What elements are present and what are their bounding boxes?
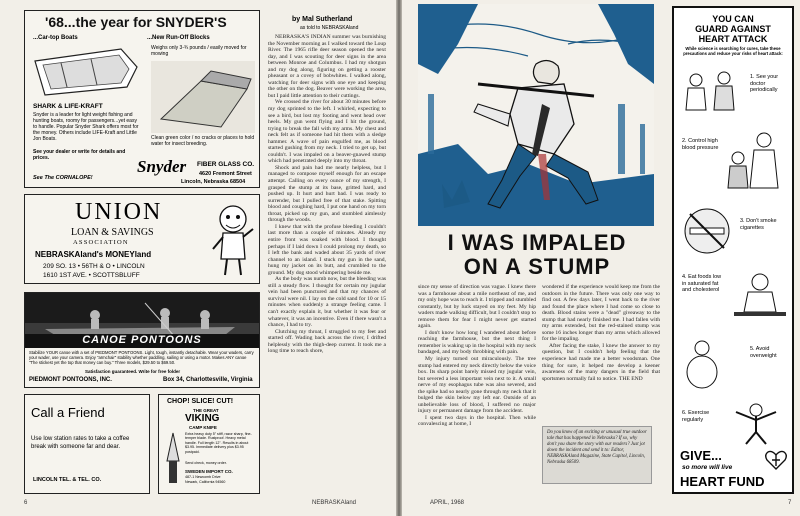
heart-step-4 [674, 264, 792, 330]
article-column-2 [418, 284, 536, 496]
article-paragraph: NEBRASKA'S INDIAN summer was burnishing the November morning as I walked toward the Loup River. The 1965 rifle deer season opened the next day, and I was scouting for deer signs in the area between Monroe and Columbus. I had my shotgun and my dog along, figuring on getting a rooster pheasant or a covey of bobwhites. I walked along, watching for deer signs with one eye and keeping the other on the dog. Beaver were working the area, but I paid little attention to their cuttings. [268, 34, 386, 99]
page-number-right: 7 [788, 500, 792, 506]
eating-illustration [730, 268, 788, 326]
union-loan-ad [24, 194, 260, 284]
viking-great: THE GREAT [193, 408, 219, 413]
article-title-line1: I WAS IMPALED [447, 230, 627, 255]
dealer-text: See your dealer or write for details and prices. [33, 149, 126, 161]
blocks-caption: ...New Run-Off Blocks [147, 35, 210, 41]
heart-step-3 [674, 200, 792, 260]
heart-intro: While science is searching for cures, take these precautions and reduce your risks of heart attack: [683, 46, 783, 56]
heart-step-text: 6. Exercise regularly [682, 410, 710, 423]
article-column-3 [542, 284, 660, 422]
viking-company: SWEDEN IMPORT CO. [185, 469, 233, 474]
runoff-block-illustration [151, 61, 255, 133]
snyder-address: 4620 Fremont Street [199, 171, 252, 177]
boats-caption: ...Car-top Boats [33, 35, 78, 41]
heart-head3: HEART ATTACK [698, 34, 768, 44]
article-paragraph: We crossed the river for about 30 minutes before my dog sprinted to the left. I whirled, expecting to see a bird, but lost my footing and went head over heels. My gun went flying and I hit the ground, trying to break the fall with my arms. My chest and neck felt as if someone had hit them with a sledge hammer. A wave of pain engulfed me, as blood started gushing from my neck. I tried to get up, but couldn't. I was impaled on a beaver-gnawed stump which had penetrated deeply into my throat. [268, 99, 386, 165]
blocks-text: Weighs only 3-¾ pounds / easily moved for mowing [151, 45, 247, 57]
article-title-line2: ON A STUMP [463, 254, 611, 279]
viking-send: Send check, money order. [185, 461, 227, 465]
snyder-ad [24, 10, 260, 188]
left-page [0, 0, 396, 516]
union-tagline: NEBRASKAland's MONEYland [35, 250, 152, 259]
knife-illustration [163, 431, 183, 487]
union-addr2: 1610 1ST AVE. • SCOTTSBLUFF [43, 272, 140, 279]
article-paragraph: Clutching my throat, I struggled to my feet and started off. Wading back across the river, I drifted helplessly with the thigh-deep current. It took me a long time to reach shore, [268, 328, 386, 355]
blocks-note: Clean green color / no cracks or places to hold water for insect breeding. [151, 135, 255, 147]
union-name: UNION [75, 199, 163, 225]
heart-step-text: 3. Don't smoke cigarettes [740, 218, 777, 231]
cornalope-text: See The CORNALOPE! [33, 175, 93, 181]
heart-more: so more will live [682, 464, 733, 471]
article-paragraph: As the body was numb now, but the bleeding was still a steady flow. I thought for certain my jugular vein had been punctured and that my chances of survival were nil. I lay on the cold sand for 10 or 15 minutes when suddenly a strange feeling came. I can't exactly explain it, but whether it was fear or whatever, it was an incentive. Even if there wasn't a chance, I had to try. [268, 276, 386, 329]
editor-note-box: Do you know of an exciting or unusual true outdoor tale that has happened in Nebraska? If so, why don't you share the story with our readers? Just jot down the incident and send it to: Editor, NEBRASKAland Magazine, State Capitol, Lincoln, Nebraska 68509. [542, 426, 652, 484]
call-text: Use low station rates to take a coffee break with someone far and dear. [31, 436, 130, 450]
article-paragraph: I knew that with the profuse bleeding I couldn't last more than a couple of minutes. Already my entire front was soaked with blood. I thought perhaps if I laid down I could prolong my death, so I left the bank and waded about 35 yards of river channel to an island. I stuck my gun in the sand, hung my jacket on its butt, and crumbled to the ground. My dog stood whimpering beside me. [268, 223, 386, 276]
snyder-city: Lincoln, Nebraska 68504 [181, 179, 246, 185]
snyder-headline: '68...the year for SNYDER'S [45, 14, 227, 30]
viking-sub: CAMP KNIFE [189, 425, 217, 430]
canoe-pontoons-ad [24, 292, 260, 388]
heart-head1: YOU CAN [712, 14, 754, 24]
article-paragraph: My injury turned out miraculously. The tree stump had entered my neck directly below the voice box. Its sharp point barely missed my jugular vein, but severed a less important vein next to it. A small nerve of my esophagus tube was also severed, and the spike had so nearly gone through my neck that it bulged the skin below my left ear. Outside of an unbelievable loss of blood, I suffered no major injury or permanent damage from the accident. [418, 356, 536, 415]
heart-step-text: 5. Avoid overweight [750, 346, 777, 359]
viking-chop: CHOP! SLICE! CUT! [167, 398, 234, 405]
canoe-guarantee: Satisfaction guaranteed. Write for free folder [85, 369, 181, 374]
canoe-company: PIEDMONT PONTOONS, INC. [29, 377, 112, 383]
viking-knife-ad [158, 394, 260, 494]
heart-step-5 [674, 334, 792, 396]
article-paragraph: wondered if the experience would keep me from the outdoors in the future. There was only one way to find out. A few days later, I went back to the river and found the place where I had come so close to death. Blood stains were a "dead" giveaway to the stump that had nearly finished me. I had fallen with my arms extended, but the red-stained stump was some 16 inches longer than my arms which allowed for the impaling. [542, 284, 660, 343]
heart-step-text: 1. See your doctor periodically [750, 74, 779, 93]
heart-step-2 [674, 124, 792, 196]
article-paragraph: Shock and pain had me nearly helpless, but I managed to compose myself enough for an escape attempt. Calling on every ounce of my strength, I grasped the stump at its base, gritted hard, and pushed up. It hurt and hurt bad. I was ready to surrender, but I pulled free of that stake. Spitting blood and coughing hard, I put one hand on my torn throat, picked up my gun, and stumbled aimlessly through the woods. [268, 164, 386, 224]
call-a-friend-ad [24, 394, 150, 494]
hunter-illustration [418, 4, 654, 226]
overweight-illustration [682, 338, 722, 394]
as-told-to: as told to NEBRASKAland [300, 25, 359, 31]
page-number-left: 6 [24, 500, 28, 506]
heart-fund: HEART FUND [680, 474, 765, 489]
article-paragraph: I spent two days in the hospital. Then while convalescing at home, I [418, 414, 536, 428]
heart-head2: GUARD AGAINST [695, 24, 771, 34]
union-addr1: 209 SO. 13 • 56TH & O • LINCOLN [43, 263, 145, 270]
heart-step-text: 4. Eat foods low in saturated fat and cholesterol [682, 274, 722, 293]
snyder-company: FIBER GLASS CO. [197, 161, 255, 168]
canoe-text: Stabilize YOUR canoe with a set of PIEDMONT PONTOONS. Light, tough, instantly detachable. Wear your waders, carry your wader, use your camera. Enjoy "armchair" stability whether paddling, sailing or using a motor. Makes ANY canoe "The stickest yet the top that money can buy." Three models, $29.50 to $69.50. [29, 350, 254, 365]
viking-text: Extra heavy duty 5" stiff, razor sharp, fine-temper blade. Rustproof. Heavy metal handle. Full length 12". Results in about $3.95. Immediate delivery plus $3.95 postpaid. [185, 432, 252, 454]
article-column-1 [268, 34, 386, 496]
viking-city: Newark, California 94560 [185, 480, 226, 484]
heart-step-6 [674, 398, 792, 448]
viking-address: 487-1 Newcomb Drive [185, 475, 221, 479]
heart-fund-ad [672, 6, 794, 494]
article-paragraph: since my sense of direction was vague. I knew there was a farmhouse about a mile northeast of me, and my only hope was to reach it. I tripped and stumbled constantly, but by luck stayed on my feet. My hip waders made walking difficult, but I couldn't stop to remove them for fear I might never get started again. [418, 284, 536, 330]
canoe-box: Box 34, Charlottesville, Virginia [163, 377, 253, 383]
heart-step-text: 2. Control high blood pressure [682, 138, 719, 151]
right-page [402, 0, 800, 516]
heart-step-1 [674, 62, 792, 120]
mascot-illustration [211, 201, 255, 279]
cigarette-illustration [682, 206, 732, 256]
article-paragraph: After facing the stake, I knew the answer to my question, but I couldn't help feeling that the experience had made me a better woodsman. One thing for sure, it helped me develop a keener awareness of the many dangers in the field that sportsmen normally fail to notice. THE END [542, 342, 660, 382]
article-paragraph: I don't know how long I wandered about before reaching the farmhouse, but the next thing I remember is waking up in the hospital with my neck bandaged, and my body throbbing with pain. [418, 329, 536, 356]
viking-name: VIKING [185, 413, 220, 424]
shark-text: Snyder is a leader for light weight fishing and hunting boats, roomy for passengers...yet easy to handle. Popular Snyder Shark offers most for the money. Others include LIFE-Kraft and Little Jon Boats. [33, 112, 139, 142]
byline: by Mal Sutherland [292, 16, 353, 23]
blood-pressure-illustration [724, 128, 788, 194]
union-assoc: ASSOCIATION [73, 239, 129, 246]
boat-illustration [31, 43, 141, 103]
heart-give: GIVE... [680, 448, 722, 463]
running-head-left: NEBRASKAland [312, 500, 357, 506]
call-title: Call a Friend [31, 405, 105, 420]
doctor-illustration [682, 66, 742, 116]
canoe-title: CANOE PONTOONS [25, 334, 259, 348]
shark-title: SHARK & LIFE-KRAFT [33, 103, 103, 110]
union-sub: LOAN & SAVINGS [71, 227, 154, 238]
heart-icon [764, 448, 788, 472]
running-head-right: APRIL, 1968 [430, 500, 465, 506]
exercise-illustration [726, 400, 786, 446]
snyder-logo: Snyder [137, 157, 187, 176]
call-company: LINCOLN TEL. & TEL. CO. [33, 477, 102, 483]
